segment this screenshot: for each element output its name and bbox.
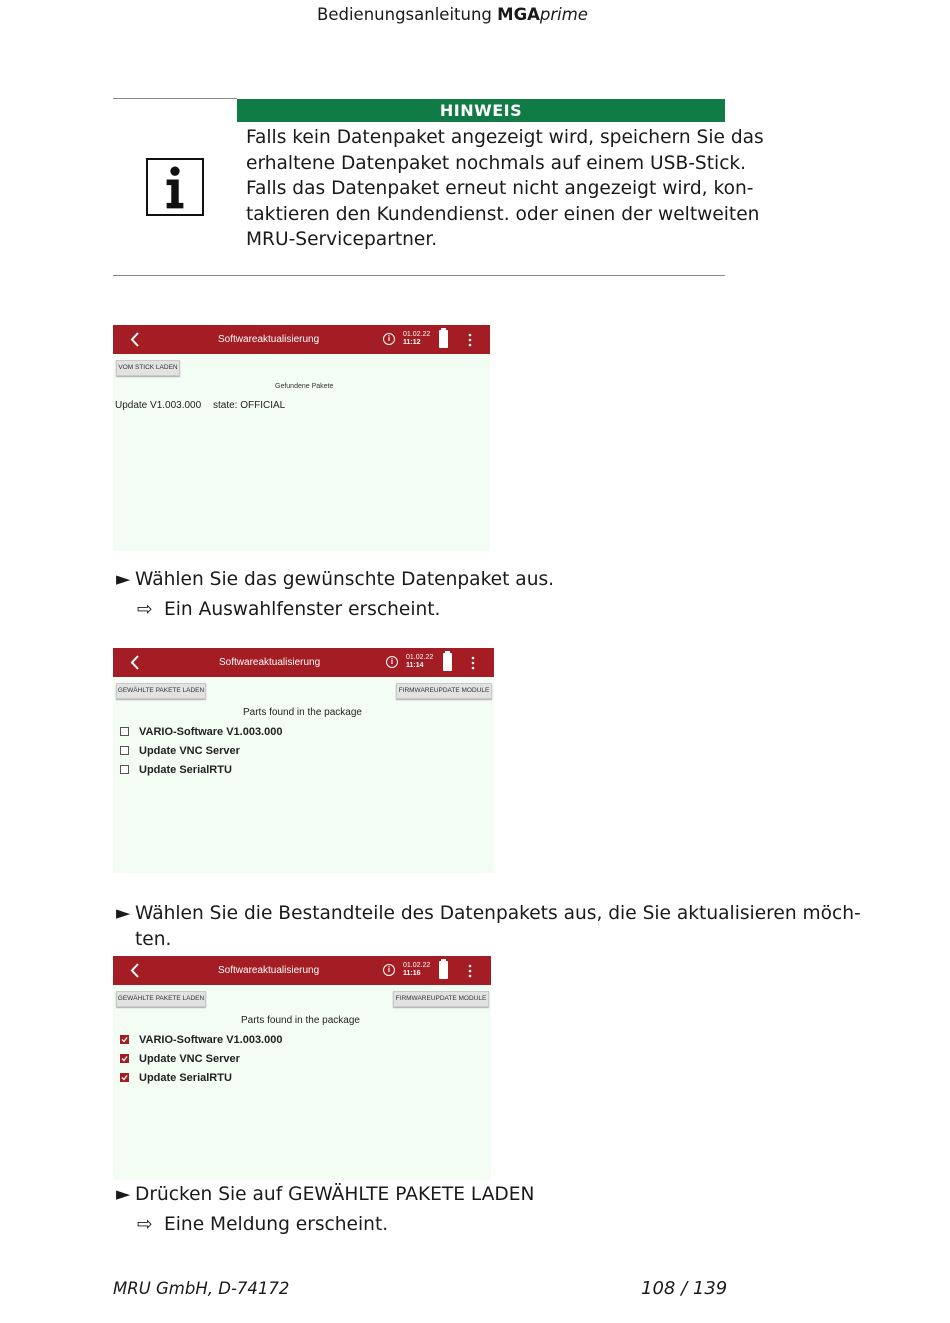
- firmware-update-module-button[interactable]: FIRMWAREUPDATE MODULE: [393, 991, 489, 1007]
- battery-icon: [439, 330, 448, 348]
- footer-page-number: 108 / 139: [641, 1278, 728, 1299]
- package-part-label: Update SerialRTU: [139, 764, 232, 776]
- hint-line: Falls das Datenpaket erneut nicht angezeigt wird, kon-: [246, 178, 754, 199]
- status-time: 11:14: [406, 662, 424, 669]
- back-arrow-icon[interactable]: [125, 648, 145, 677]
- step-instruction: [116, 1184, 534, 1205]
- back-arrow-icon[interactable]: [125, 956, 145, 985]
- checkbox-checked[interactable]: [120, 1035, 129, 1044]
- package-part-item[interactable]: [120, 1053, 240, 1067]
- step-marker: ►: [116, 1184, 131, 1205]
- info-circle-icon[interactable]: i: [383, 333, 395, 345]
- package-part-label: Update VNC Server: [139, 1053, 240, 1065]
- back-arrow-icon[interactable]: [125, 325, 145, 354]
- header-brand-italic: prime: [539, 5, 588, 24]
- load-selected-packages-button[interactable]: GEWÄHLTE PAKETE LADEN: [116, 683, 206, 699]
- hint-line: erhaltene Datenpaket nochmals auf einem USB-Stick.: [246, 152, 747, 174]
- hint-line: taktieren den Kundendienst. oder einen der weltweiten: [246, 203, 760, 225]
- result-arrow-icon: ⇨: [137, 1214, 153, 1235]
- checkbox-checked[interactable]: [120, 1054, 129, 1063]
- step-text: Wählen Sie das gewünschte Datenpaket aus.: [135, 569, 555, 590]
- package-part-item[interactable]: [120, 1034, 282, 1048]
- step-result: [137, 1214, 388, 1235]
- device-topbar: [113, 648, 494, 677]
- hint-top-divider: [113, 98, 237, 99]
- checkbox-checked[interactable]: [120, 1073, 129, 1082]
- step-text: Drücken Sie auf GEWÄHLTE PAKETE LADEN: [135, 1184, 535, 1205]
- info-circle-icon[interactable]: i: [386, 656, 398, 668]
- hint-line: Falls kein Datenpaket angezeigt wird, speichern Sie das: [246, 127, 764, 148]
- step-instruction: [116, 903, 861, 924]
- screen-title: Softwareaktualisierung: [218, 965, 320, 976]
- package-state: state: OFFICIAL: [213, 400, 286, 411]
- step-instruction: [116, 569, 554, 590]
- hint-title: HINWEIS: [237, 99, 725, 122]
- firmware-update-module-button[interactable]: FIRMWAREUPDATE MODULE: [396, 683, 492, 699]
- step-result: [137, 599, 440, 620]
- screen-title: Softwareaktualisierung: [218, 334, 320, 345]
- page-header: [0, 5, 905, 24]
- result-text: Eine Meldung erscheint.: [164, 1214, 389, 1235]
- package-part-label: Update VNC Server: [139, 745, 240, 757]
- package-part-label: VARIO-Software V1.003.000: [139, 1034, 283, 1046]
- more-menu-icon[interactable]: [468, 963, 472, 979]
- hint-bottom-divider: [113, 275, 725, 276]
- step-marker: ►: [116, 569, 131, 590]
- device-screen-2: [113, 648, 494, 873]
- package-part-item[interactable]: [120, 764, 232, 778]
- load-from-stick-button[interactable]: VOM STICK LADEN: [116, 360, 180, 376]
- status-date: 01.02.22: [406, 654, 434, 661]
- status-time: 11:12: [403, 339, 421, 346]
- status-date: 01.02.22: [403, 962, 431, 969]
- package-name[interactable]: Update V1.003.000: [115, 400, 202, 411]
- parts-found-label: Parts found in the package: [241, 1015, 360, 1026]
- device-screen-1: [113, 325, 490, 551]
- status-time: 11:16: [403, 970, 421, 977]
- device-topbar: [113, 325, 490, 354]
- screen-title: Softwareaktualisierung: [219, 657, 321, 668]
- checkbox-unchecked[interactable]: [120, 746, 129, 755]
- step-text: Wählen Sie die Bestandteile des Datenpakets aus, die Sie aktualisieren möch-: [135, 903, 861, 924]
- checkbox-unchecked[interactable]: [120, 727, 129, 736]
- package-part-label: Update SerialRTU: [139, 1072, 232, 1084]
- found-packages-label: Gefundene Pakete: [275, 383, 334, 390]
- hint-line: MRU-Servicepartner.: [246, 229, 438, 250]
- package-part-item[interactable]: [120, 745, 240, 759]
- status-date: 01.02.22: [403, 331, 431, 338]
- header-brand-bold: MGA: [497, 5, 540, 24]
- package-part-item[interactable]: [120, 726, 282, 740]
- footer-company: MRU GmbH, D-74172: [113, 1279, 290, 1298]
- parts-found-label: Parts found in the package: [243, 707, 362, 718]
- status-clock: [403, 331, 430, 347]
- device-topbar: [113, 956, 491, 985]
- result-text: Ein Auswahlfenster erscheint.: [164, 599, 441, 620]
- step-marker: ►: [116, 903, 131, 924]
- package-part-item[interactable]: [120, 1072, 232, 1086]
- more-menu-icon[interactable]: [471, 655, 475, 671]
- hint-text: [246, 125, 764, 253]
- battery-icon: [439, 961, 448, 979]
- info-icon: [146, 158, 204, 216]
- battery-icon: [443, 653, 452, 671]
- status-clock: [406, 654, 433, 670]
- more-menu-icon[interactable]: [468, 332, 472, 348]
- status-clock: [403, 962, 430, 978]
- load-selected-packages-button[interactable]: GEWÄHLTE PAKETE LADEN: [116, 991, 206, 1007]
- device-screen-3: [113, 956, 491, 1180]
- header-prefix: Bedienungsanleitung: [317, 5, 498, 24]
- checkbox-unchecked[interactable]: [120, 765, 129, 774]
- result-arrow-icon: ⇨: [137, 599, 153, 620]
- info-circle-icon[interactable]: i: [383, 964, 395, 976]
- step-text-continuation: ten.: [135, 929, 172, 950]
- package-part-label: VARIO-Software V1.003.000: [139, 726, 283, 738]
